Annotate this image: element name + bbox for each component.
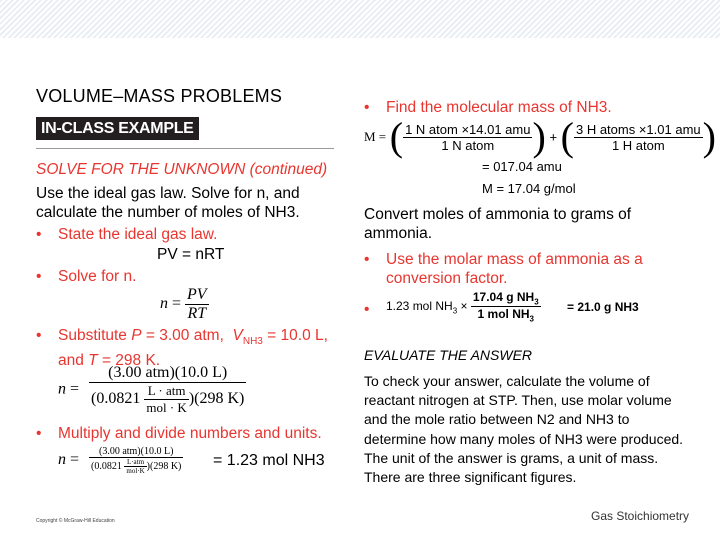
- slide-title: VOLUME–MASS PROBLEMS: [36, 86, 283, 106]
- substituted-equation: n = (3.00 atm)(10.0 L) (0.0821 $\frac{\text{L · atm}}{\text{mol · K}}$ )(298 K): [58, 364, 245, 415]
- in-class-badge: IN-CLASS EXAMPLE: [36, 117, 199, 140]
- amu-result: = 017.04 amu: [482, 159, 562, 174]
- eq-pv-nrt: PV = nRT: [157, 246, 225, 263]
- solve-n-text: Solve for n.: [58, 268, 137, 285]
- bullet-dot: •: [36, 425, 42, 442]
- bullet-dot: •: [36, 268, 42, 285]
- copyright: Copyright © McGraw-Hill Education: [36, 518, 115, 524]
- bullet-substitute: Substitute P = 3.00 atm, $V_{NH3} = 10.0$ L, and T = 298 K.: [58, 327, 328, 370]
- bullet-molecular-mass: Find the molecular mass of NH3.: [386, 99, 612, 116]
- n-symbol: n: [160, 295, 168, 313]
- grams-result: = 21.0 g NH3: [567, 300, 639, 314]
- molar-mass-result: M = 17.04 g/mol: [482, 181, 576, 196]
- bullet-dot: •: [364, 251, 370, 268]
- bullet-dot: •: [364, 99, 370, 116]
- intro-text: [36, 184, 336, 222]
- divider: [36, 148, 334, 149]
- bullet-dot: •: [36, 226, 42, 243]
- molecular-mass-equation: M = ( $\frac{\text{1 N atom ×14.01 amu}}{\text{1 N atom}}$ ) + ( $\frac{\text{3 H atoms ×1.01 amu}}{\text{1 H atom}}$ ): [364, 114, 716, 159]
- pv-over-rt: [185, 286, 209, 323]
- bullet-molar-mass: Use the molar mass of ammonia as a conversion factor.: [386, 251, 643, 287]
- frac-num: PV: [187, 286, 207, 303]
- footer-label: Gas Stoichiometry: [591, 509, 690, 523]
- ideal-gas-equation: [157, 245, 224, 264]
- bullet-dot: •: [36, 327, 42, 344]
- convert-text: Convert moles of ammonia to grams of ammonia.: [364, 206, 632, 242]
- evaluate-text: To check your answer, calculate the volume of reactant nitrogen at STP. Then, use molar volume and the mole ratio between N2 and NH3 to determine how many moles of NH3 were produced. The unit of the answer is grams, a unit of mass. There are three significant figures.: [364, 373, 684, 486]
- evaluate-heading: EVALUATE THE ANSWER: [364, 347, 533, 363]
- solve-heading: SOLVE FOR THE UNKNOWN (continued): [36, 161, 328, 178]
- final-n-equation: n = (3.00 atm)(10.0 L) (0.0821 $\frac{\text{L·atm}}{\text{mol·K}}$ )(298 K): [58, 446, 182, 475]
- conversion-equation: 1.23 mol $NH_3$ × $\frac{17.04 g NH_3}{1 mol NH_3}$: [386, 290, 539, 324]
- bullet-state-law: State the ideal gas law.: [58, 226, 218, 243]
- header-pattern: [0, 0, 720, 38]
- intro-copy: Use the ideal gas law. Solve for n, and calculate the number of moles of NH3.: [36, 185, 300, 221]
- bullet-solve-n: [58, 267, 136, 286]
- moles-result: = 1.23 mol NH3: [213, 452, 325, 469]
- bullet-dot: •: [364, 301, 370, 318]
- n-equation: n = $\frac{PV}{RT}$: [160, 286, 207, 322]
- bullet-multiply: Multiply and divide numbers and units.: [58, 425, 322, 442]
- frac-den: RT: [187, 305, 207, 322]
